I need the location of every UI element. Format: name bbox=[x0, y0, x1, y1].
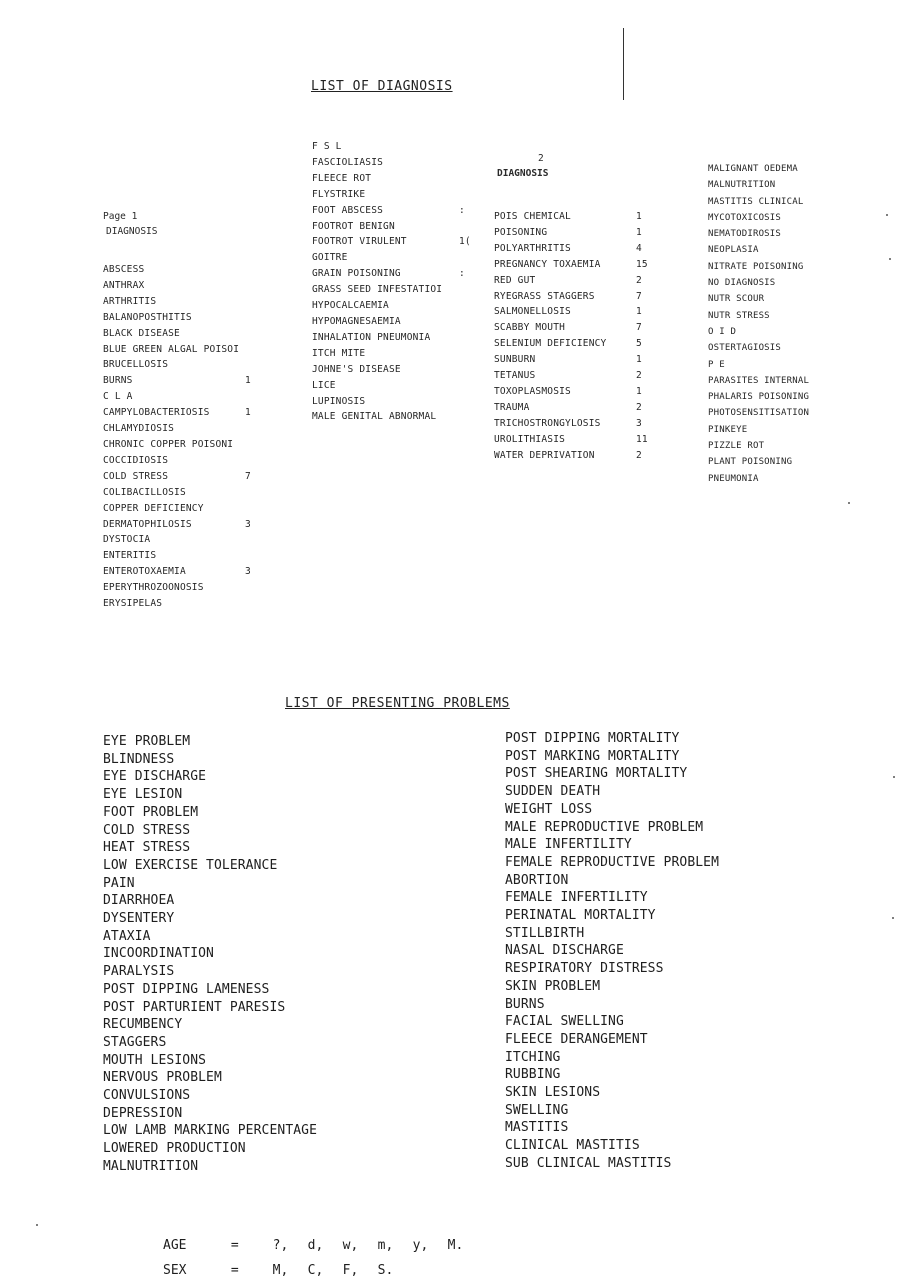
problems-list-left bbox=[103, 733, 317, 1176]
problem-item: RUBBING bbox=[505, 1067, 561, 1083]
problem-item: FLEECE DERANGEMENT bbox=[505, 1031, 648, 1047]
diagnosis-count: 2 bbox=[636, 449, 642, 461]
diagnosis-count: 1 bbox=[636, 354, 642, 366]
diagnosis-count: 3 bbox=[636, 417, 642, 429]
col3-page-label: 2 bbox=[538, 153, 544, 164]
diagnosis-name: PHOTOSENSITISATION bbox=[708, 408, 810, 419]
diagnosis-name: O I D bbox=[708, 326, 737, 337]
diagnosis-item bbox=[103, 421, 263, 437]
age-codes-row bbox=[163, 1233, 483, 1258]
diagnosis-item bbox=[708, 226, 868, 242]
diagnosis-item bbox=[312, 234, 471, 250]
problem-item: FOOT PROBLEM bbox=[103, 804, 199, 820]
problem-item: POST DIPPING MORTALITY bbox=[505, 731, 680, 746]
sex-values bbox=[273, 1258, 413, 1283]
diagnosis-name: BLACK DISEASE bbox=[103, 327, 180, 339]
diagnosis-name: ITCH MITE bbox=[312, 347, 366, 359]
col1-page-label: Page 1 bbox=[103, 211, 138, 222]
problem-item: RECUMBENCY bbox=[103, 1017, 183, 1033]
diagnosis-item bbox=[494, 289, 654, 305]
diagnosis-name: MALNUTRITION bbox=[708, 180, 776, 191]
diagnosis-item bbox=[103, 453, 263, 469]
diagnosis-item bbox=[103, 469, 263, 485]
problem-item: WEIGHT LOSS bbox=[505, 801, 593, 817]
diagnosis-item bbox=[494, 432, 654, 448]
diagnosis-name: UROLITHIASIS bbox=[494, 433, 566, 445]
diagnosis-name: MASTITIS CLINICAL bbox=[708, 196, 804, 207]
diagnosis-item bbox=[103, 294, 263, 310]
diagnosis-item bbox=[103, 596, 263, 612]
code-value: M, bbox=[272, 1263, 289, 1278]
diagnosis-name: FOOTROT BENIGN bbox=[312, 220, 395, 232]
diagnosis-name: BRUCELLOSIS bbox=[103, 359, 169, 371]
diagnosis-name: GRASS SEED INFESTATIOI bbox=[312, 284, 443, 296]
diagnosis-item bbox=[103, 501, 263, 517]
problem-item: STILLBIRTH bbox=[505, 925, 585, 941]
diagnosis-name: NUTR STRESS bbox=[708, 310, 770, 321]
problem-item: LOW EXERCISE TOLERANCE bbox=[103, 857, 278, 873]
diagnosis-count: 1 bbox=[636, 306, 642, 318]
diagnosis-name: NUTR SCOUR bbox=[708, 294, 765, 305]
diagnosis-item bbox=[312, 409, 467, 425]
diagnosis-item bbox=[708, 422, 868, 438]
diagnosis-item bbox=[312, 282, 467, 298]
diagnosis-item bbox=[312, 298, 467, 314]
scan-speck bbox=[889, 258, 891, 260]
diagnosis-count: : bbox=[459, 268, 465, 280]
diagnosis-name: DERMATOPHILOSIS bbox=[103, 518, 192, 530]
problem-item: SKIN PROBLEM bbox=[505, 978, 601, 994]
problem-item: SKIN LESIONS bbox=[505, 1085, 601, 1101]
diagnosis-count: 4 bbox=[636, 242, 642, 254]
diagnosis-name: TRICHOSTRONGYLOSIS bbox=[494, 417, 601, 429]
diagnosis-item bbox=[708, 357, 868, 373]
diagnosis-item bbox=[103, 342, 263, 358]
diagnosis-item bbox=[494, 225, 654, 241]
diagnosis-name: C L A bbox=[103, 391, 133, 403]
diagnosis-item bbox=[103, 357, 263, 373]
diagnosis-item bbox=[312, 155, 467, 171]
diagnosis-name: NITRATE POISONING bbox=[708, 261, 804, 272]
diagnosis-name: SALMONELLOSIS bbox=[494, 306, 571, 318]
diagnosis-name: TOXOPLASMOSIS bbox=[494, 385, 571, 397]
diagnosis-name: PHALARIS POISONING bbox=[708, 392, 810, 403]
diagnosis-name: MALE GENITAL ABNORMAL bbox=[312, 411, 437, 423]
problem-item: FACIAL SWELLING bbox=[505, 1014, 624, 1030]
diagnosis-name: GRAIN POISONING bbox=[312, 268, 401, 280]
diagnosis-name: SUNBURN bbox=[494, 354, 536, 366]
presenting-problems-title: LIST OF PRESENTING PROBLEMS bbox=[285, 696, 510, 711]
diagnosis-name: MYCOTOXICOSIS bbox=[708, 212, 782, 223]
diagnosis-item bbox=[494, 416, 654, 432]
diagnosis-count: 7 bbox=[636, 290, 642, 302]
diagnosis-name: INHALATION PNEUMONIA bbox=[312, 331, 431, 343]
diagnosis-name: OSTERTAGIOSIS bbox=[708, 343, 782, 354]
diagnosis-item bbox=[103, 373, 263, 389]
scan-speck bbox=[893, 776, 895, 778]
diagnosis-name: TETANUS bbox=[494, 370, 536, 382]
diagnosis-name: FASCIOLIASIS bbox=[312, 156, 384, 168]
diagnosis-item bbox=[312, 378, 467, 394]
scan-speck bbox=[848, 502, 850, 504]
problem-item: ITCHING bbox=[505, 1049, 561, 1065]
diagnosis-name: RYEGRASS STAGGERS bbox=[494, 290, 595, 302]
problem-item: COLD STRESS bbox=[103, 822, 191, 838]
diagnosis-item bbox=[708, 324, 868, 340]
code-value: S. bbox=[377, 1263, 394, 1278]
diagnosis-column-2 bbox=[312, 139, 471, 425]
diagnosis-name: ABSCESS bbox=[103, 264, 145, 275]
diagnosis-name: COLD STRESS bbox=[103, 470, 169, 482]
problem-item: EYE DISCHARGE bbox=[103, 769, 207, 785]
problem-item: DIARRHOEA bbox=[103, 893, 175, 909]
problem-item: PAIN bbox=[103, 875, 135, 891]
problem-item: BURNS bbox=[505, 996, 545, 1012]
diagnosis-column-1 bbox=[103, 262, 263, 612]
diagnosis-name: GOITRE bbox=[312, 252, 348, 264]
diagnosis-item bbox=[103, 262, 263, 278]
diagnosis-count: 7 bbox=[636, 322, 642, 334]
col3-header: DIAGNOSIS bbox=[497, 168, 549, 179]
diagnosis-item bbox=[494, 241, 654, 257]
diagnosis-item bbox=[708, 438, 868, 454]
diagnosis-name: POIS CHEMICAL bbox=[494, 211, 571, 222]
diagnosis-name: NEOPLASIA bbox=[708, 245, 759, 256]
problem-item: NASAL DISCHARGE bbox=[505, 943, 624, 959]
diagnosis-name: BLUE GREEN ALGAL POISOI bbox=[103, 343, 240, 355]
diagnosis-item bbox=[708, 471, 868, 487]
diagnosis-count: 11 bbox=[636, 433, 648, 445]
scan-speck bbox=[892, 917, 894, 919]
problem-item: POST DIPPING LAMENESS bbox=[103, 981, 270, 997]
diagnosis-name: LUPINOSIS bbox=[312, 395, 366, 407]
problem-item: MALE INFERTILITY bbox=[505, 837, 632, 853]
diagnosis-count: : bbox=[459, 204, 465, 216]
diagnosis-item bbox=[494, 336, 654, 352]
diagnosis-name: HYPOMAGNESAEMIA bbox=[312, 315, 401, 327]
diagnosis-item bbox=[103, 405, 263, 421]
code-value: d, bbox=[307, 1238, 324, 1253]
diagnosis-item bbox=[103, 326, 263, 342]
diagnosis-name: PINKEYE bbox=[708, 424, 748, 435]
diagnosis-name: CHLAMYDIOSIS bbox=[103, 423, 175, 435]
diagnosis-name: SELENIUM DEFICIENCY bbox=[494, 338, 607, 350]
problem-item: PERINATAL MORTALITY bbox=[505, 908, 656, 924]
diagnosis-item bbox=[312, 139, 467, 155]
diagnosis-count: 2 bbox=[636, 274, 642, 286]
problem-item: SUDDEN DEATH bbox=[505, 784, 601, 800]
problem-item: MALE REPRODUCTIVE PROBLEM bbox=[505, 819, 704, 835]
diagnosis-name: FOOT ABSCESS bbox=[312, 204, 384, 216]
age-values bbox=[273, 1233, 483, 1258]
diagnosis-name: PREGNANCY TOXAEMIA bbox=[494, 258, 601, 270]
diagnosis-item bbox=[103, 580, 263, 596]
problem-item: LOWERED PRODUCTION bbox=[103, 1141, 246, 1157]
diagnosis-count: 1 bbox=[636, 226, 642, 238]
problem-item: RESPIRATORY DISTRESS bbox=[505, 961, 664, 977]
diagnosis-name: PIZZLE ROT bbox=[708, 441, 765, 452]
diagnosis-item bbox=[708, 161, 868, 177]
diagnosis-count: 2 bbox=[636, 401, 642, 413]
diagnosis-item bbox=[312, 266, 467, 282]
diagnosis-count: 3 bbox=[245, 566, 251, 578]
code-value: m, bbox=[377, 1238, 394, 1253]
diagnosis-name: ARTHRITIS bbox=[103, 295, 157, 307]
problem-item: MOUTH LESIONS bbox=[103, 1052, 207, 1068]
diagnosis-item bbox=[708, 259, 868, 275]
diagnosis-name: NEMATODIROSIS bbox=[708, 229, 782, 240]
sex-label: SEX bbox=[163, 1263, 187, 1278]
problem-item: POST SHEARING MORTALITY bbox=[505, 766, 688, 782]
sex-codes-row bbox=[163, 1258, 483, 1283]
diagnosis-item bbox=[708, 177, 868, 193]
col1-header: DIAGNOSIS bbox=[106, 226, 158, 237]
problem-item: SWELLING bbox=[505, 1102, 569, 1118]
problem-item: LOW LAMB MARKING PERCENTAGE bbox=[103, 1123, 318, 1139]
diagnosis-name: PLANT POISONING bbox=[708, 457, 793, 468]
diagnosis-item bbox=[708, 291, 868, 307]
diagnosis-item bbox=[103, 532, 263, 548]
diagnosis-item bbox=[494, 304, 654, 320]
code-value: ?, bbox=[272, 1238, 289, 1253]
diagnosis-count: 15 bbox=[636, 258, 648, 270]
code-value: F, bbox=[342, 1263, 359, 1278]
diagnosis-item bbox=[494, 273, 654, 289]
problem-item: PARALYSIS bbox=[103, 964, 175, 980]
diagnosis-item bbox=[708, 194, 868, 210]
diagnosis-item bbox=[494, 400, 654, 416]
diagnosis-name: POLYARTHRITIS bbox=[494, 242, 571, 254]
problem-item: FEMALE REPRODUCTIVE PROBLEM bbox=[505, 854, 720, 870]
diagnosis-count: 5 bbox=[636, 338, 642, 350]
diagnosis-item bbox=[312, 250, 467, 266]
diagnosis-name: EPERYTHROZOONOSIS bbox=[103, 582, 204, 594]
diagnosis-name: PNEUMONIA bbox=[708, 473, 759, 484]
diagnosis-name: WATER DEPRIVATION bbox=[494, 449, 595, 461]
diagnosis-item bbox=[312, 346, 467, 362]
diagnosis-item bbox=[494, 320, 654, 336]
diagnosis-name: HYPOCALCAEMIA bbox=[312, 300, 389, 312]
diagnosis-name: LICE bbox=[312, 379, 336, 391]
diagnosis-item bbox=[494, 352, 654, 368]
problem-item: DYSENTERY bbox=[103, 911, 175, 927]
codes-block bbox=[163, 1233, 483, 1283]
diagnosis-item bbox=[708, 242, 868, 258]
diagnosis-item bbox=[312, 171, 467, 187]
diagnosis-count: 7 bbox=[245, 470, 251, 482]
problem-item: ABORTION bbox=[505, 872, 569, 888]
problem-item: FEMALE INFERTILITY bbox=[505, 890, 648, 906]
diagnosis-item bbox=[312, 187, 467, 203]
problem-item: EYE PROBLEM bbox=[103, 734, 191, 749]
diagnosis-name: MALIGNANT OEDEMA bbox=[708, 164, 798, 174]
diagnosis-name: F S L bbox=[312, 141, 342, 152]
code-value: w, bbox=[342, 1238, 359, 1253]
age-label: AGE bbox=[163, 1238, 187, 1253]
problem-item: EYE LESION bbox=[103, 787, 183, 803]
diagnosis-item bbox=[312, 314, 467, 330]
diagnosis-item bbox=[312, 219, 467, 235]
diagnosis-list-title: LIST OF DIAGNOSIS bbox=[311, 79, 453, 94]
diagnosis-name: FLEECE ROT bbox=[312, 172, 372, 184]
diagnosis-count: 2 bbox=[636, 370, 642, 382]
problem-item: MASTITIS bbox=[505, 1120, 569, 1136]
diagnosis-name: COCCIDIOSIS bbox=[103, 454, 169, 466]
diagnosis-name: PARASITES INTERNAL bbox=[708, 375, 810, 386]
diagnosis-item bbox=[708, 373, 868, 389]
diagnosis-item bbox=[103, 310, 263, 326]
diagnosis-item bbox=[103, 564, 263, 580]
diagnosis-name: CAMPYLOBACTERIOSIS bbox=[103, 407, 210, 419]
problem-item: SUB CLINICAL MASTITIS bbox=[505, 1155, 672, 1171]
diagnosis-item bbox=[708, 454, 868, 470]
diagnosis-name: CHRONIC COPPER POISONI bbox=[103, 438, 234, 450]
diagnosis-name: COPPER DEFICIENCY bbox=[103, 502, 204, 514]
diagnosis-item bbox=[103, 437, 263, 453]
diagnosis-count: 3 bbox=[245, 518, 251, 530]
problem-item: BLINDNESS bbox=[103, 751, 175, 767]
sex-equals: = bbox=[230, 1263, 239, 1278]
problem-item: DEPRESSION bbox=[103, 1105, 183, 1121]
scan-speck bbox=[36, 1224, 38, 1226]
code-value: y, bbox=[412, 1238, 429, 1253]
problem-item: POST MARKING MORTALITY bbox=[505, 748, 680, 764]
diagnosis-name: DYSTOCIA bbox=[103, 534, 151, 546]
diagnosis-count: 1 bbox=[245, 407, 251, 419]
diagnosis-name: SCABBY MOUTH bbox=[494, 322, 566, 334]
diagnosis-item bbox=[494, 257, 654, 273]
diagnosis-item bbox=[103, 548, 263, 564]
diagnosis-count: 1( bbox=[459, 236, 471, 248]
problem-item: MALNUTRITION bbox=[103, 1158, 199, 1174]
diagnosis-item bbox=[103, 389, 263, 405]
diagnosis-item bbox=[103, 278, 263, 294]
diagnosis-item bbox=[312, 362, 467, 378]
code-value: M. bbox=[447, 1238, 464, 1253]
vertical-rule bbox=[623, 28, 624, 100]
diagnosis-item bbox=[708, 405, 868, 421]
diagnosis-item bbox=[312, 203, 467, 219]
problem-item: STAGGERS bbox=[103, 1034, 167, 1050]
diagnosis-item bbox=[708, 340, 868, 356]
diagnosis-count: 1 bbox=[636, 385, 642, 397]
diagnosis-name: FOOTROT VIRULENT bbox=[312, 236, 407, 248]
diagnosis-item bbox=[494, 448, 654, 464]
scan-speck bbox=[886, 214, 888, 216]
diagnosis-item bbox=[708, 275, 868, 291]
diagnosis-item bbox=[312, 330, 467, 346]
diagnosis-name: FLYSTRIKE bbox=[312, 188, 366, 200]
diagnosis-name: ERYSIPELAS bbox=[103, 598, 163, 610]
problem-item: CONVULSIONS bbox=[103, 1088, 191, 1104]
diagnosis-column-3 bbox=[494, 209, 654, 464]
age-equals: = bbox=[230, 1238, 239, 1253]
diagnosis-name: BALANOPOSTHITIS bbox=[103, 311, 192, 323]
diagnosis-name: RED GUT bbox=[494, 274, 536, 286]
diagnosis-item bbox=[494, 368, 654, 384]
diagnosis-item bbox=[708, 308, 868, 324]
problem-item: CLINICAL MASTITIS bbox=[505, 1138, 640, 1154]
diagnosis-item bbox=[494, 384, 654, 400]
diagnosis-count: 1 bbox=[636, 211, 642, 222]
problem-item: NERVOUS PROBLEM bbox=[103, 1070, 222, 1086]
diagnosis-count: 1 bbox=[245, 375, 251, 387]
problem-item: HEAT STRESS bbox=[103, 840, 191, 856]
diagnosis-name: BURNS bbox=[103, 375, 133, 387]
diagnosis-item bbox=[312, 394, 467, 410]
diagnosis-name: P E bbox=[708, 359, 725, 370]
diagnosis-name: ANTHRAX bbox=[103, 279, 145, 291]
diagnosis-item bbox=[494, 209, 654, 225]
problem-item: INCOORDINATION bbox=[103, 946, 214, 962]
problems-list-right bbox=[505, 730, 719, 1173]
diagnosis-column-4 bbox=[708, 161, 868, 487]
diagnosis-name: TRAUMA bbox=[494, 401, 530, 413]
code-value: C, bbox=[307, 1263, 324, 1278]
diagnosis-name: ENTERITIS bbox=[103, 550, 157, 562]
diagnosis-name: ENTEROTOXAEMIA bbox=[103, 566, 186, 578]
diagnosis-name: NO DIAGNOSIS bbox=[708, 278, 776, 289]
diagnosis-name: COLIBACILLOSIS bbox=[103, 486, 186, 498]
diagnosis-item bbox=[708, 389, 868, 405]
diagnosis-name: JOHNE'S DISEASE bbox=[312, 363, 401, 375]
problem-item: ATAXIA bbox=[103, 928, 151, 944]
diagnosis-item bbox=[103, 485, 263, 501]
diagnosis-item bbox=[708, 210, 868, 226]
diagnosis-name: POISONING bbox=[494, 226, 548, 238]
problem-item: POST PARTURIENT PARESIS bbox=[103, 999, 286, 1015]
diagnosis-item bbox=[103, 517, 263, 533]
